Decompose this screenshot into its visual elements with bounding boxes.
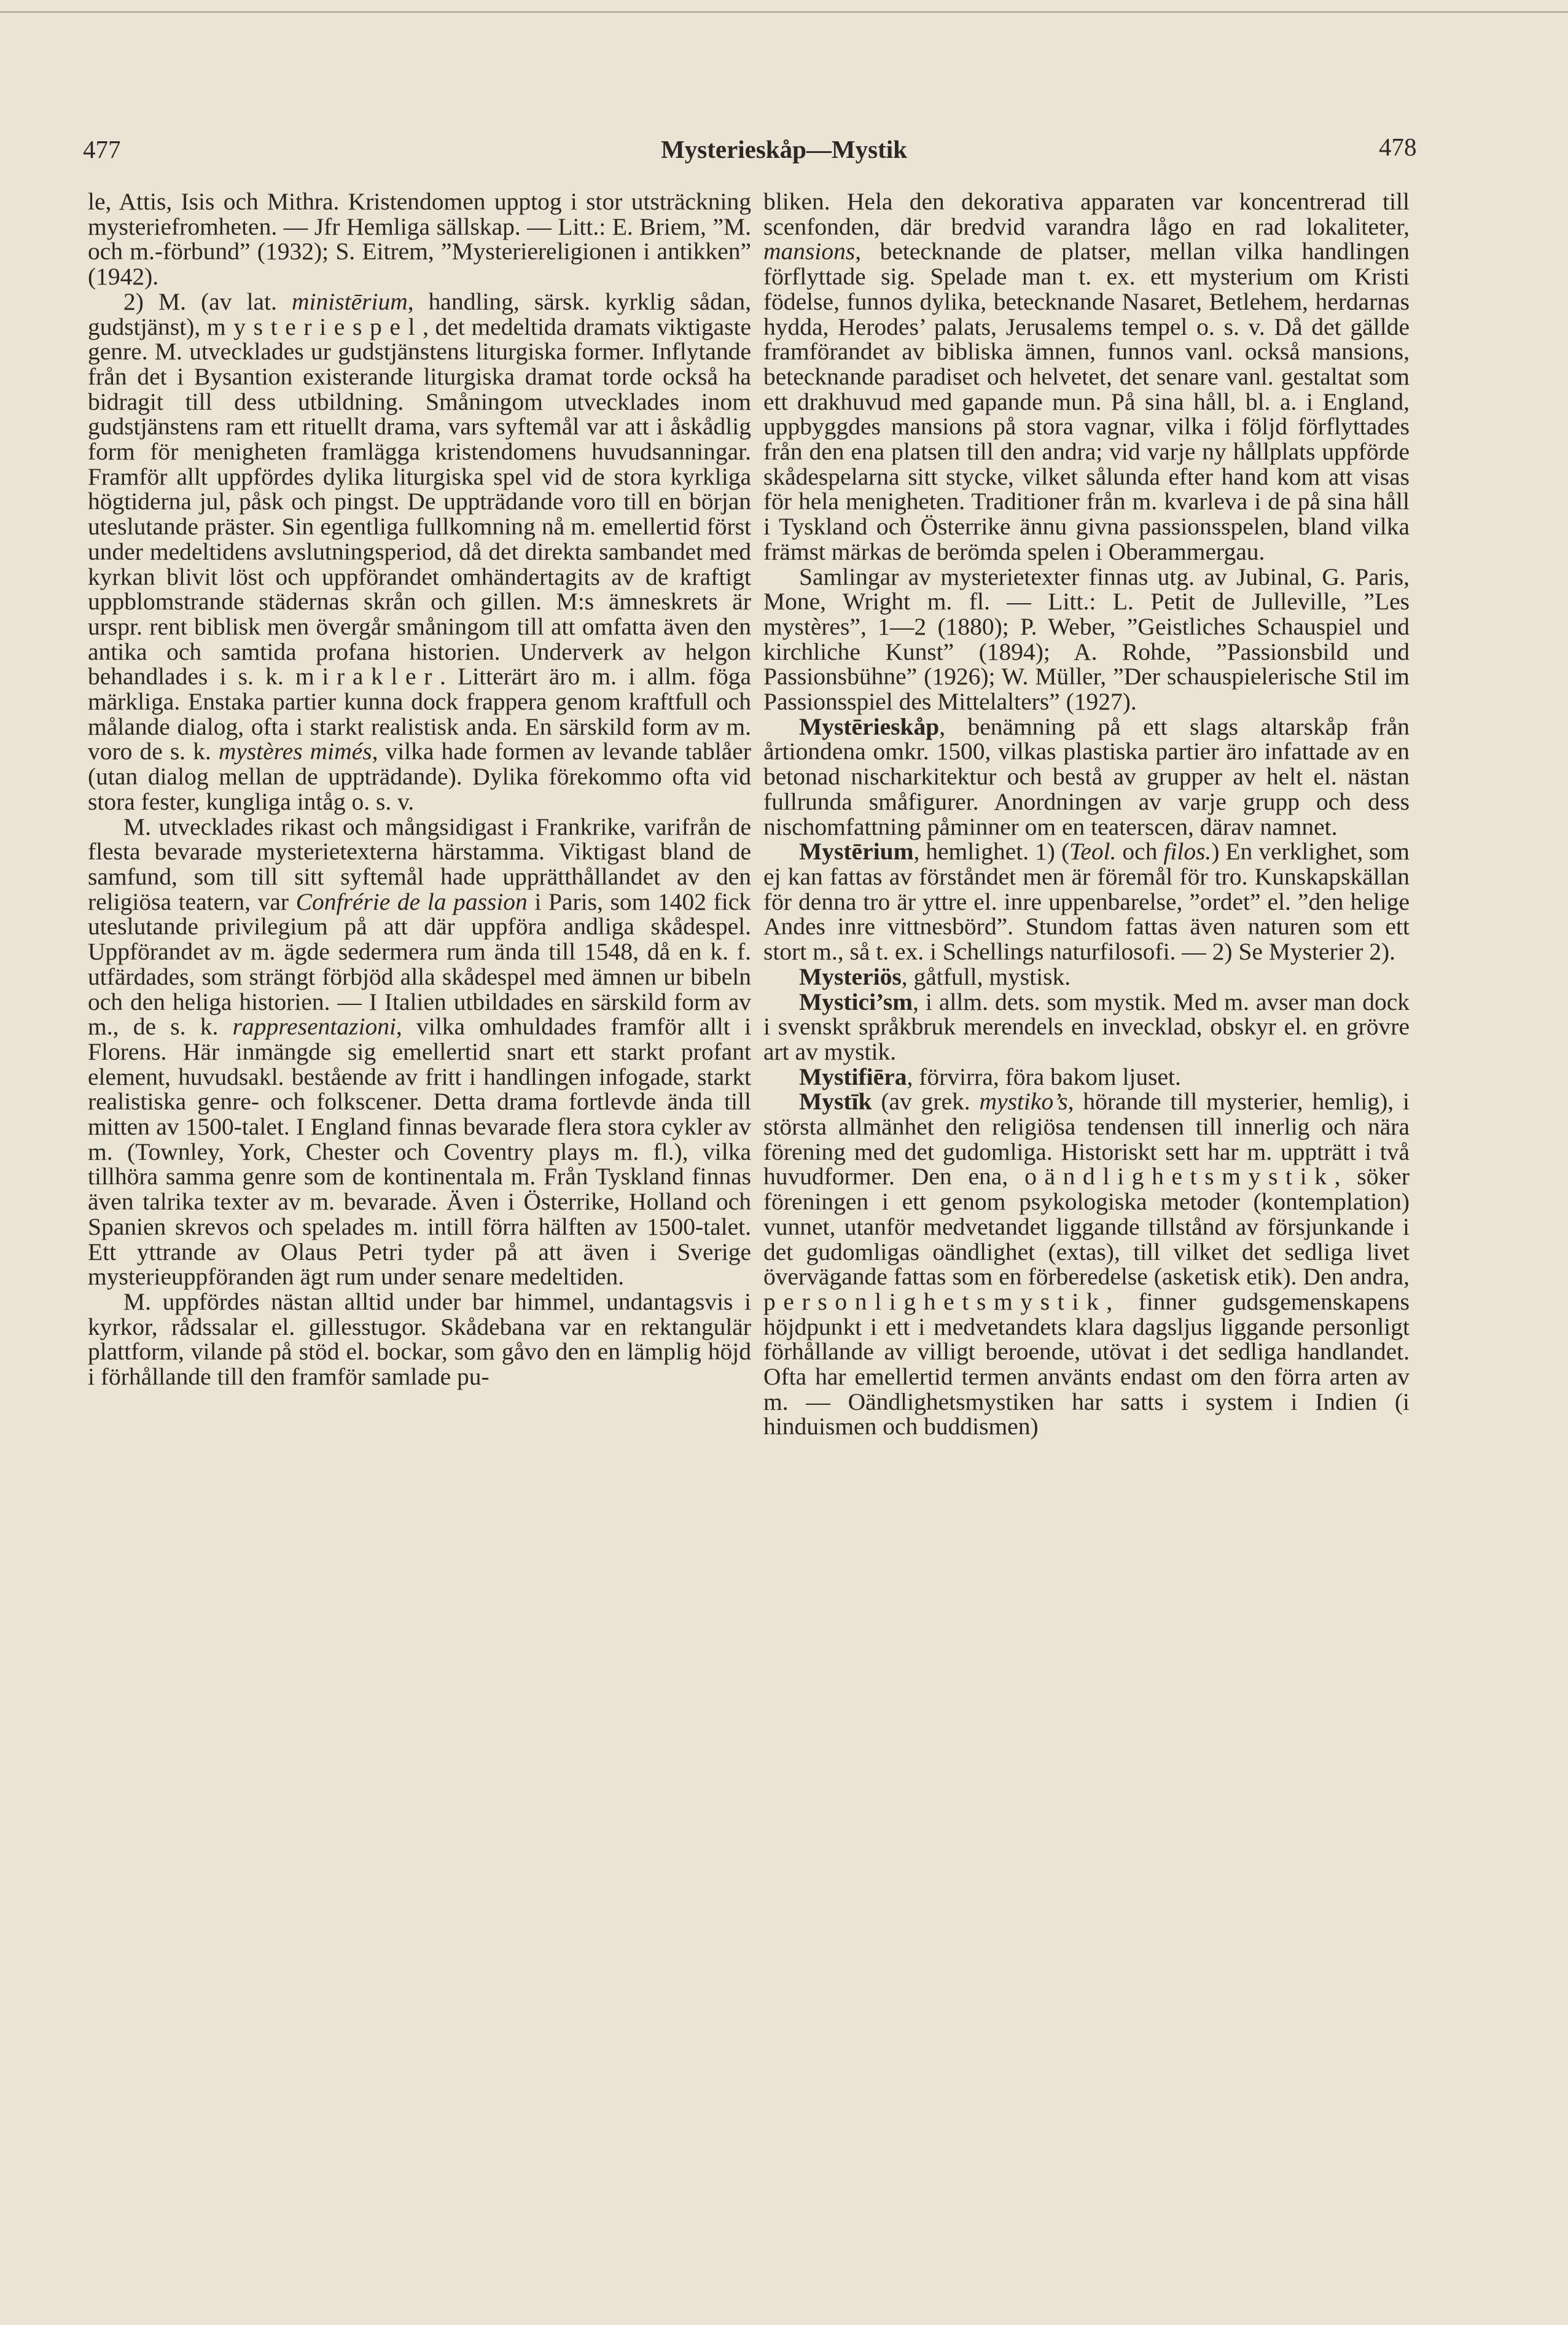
text-run: och [1116, 838, 1164, 866]
entry-mystik [763, 1089, 1410, 1439]
entry-text: , förvirra, föra bakom ljuset. [907, 1063, 1181, 1090]
paragraph-staging-cont [763, 189, 1410, 565]
text-run: bliken. Hela den dekorativa apparaten var koncentrerad till scenfonden, där bredvid varandra lågo en rad lokaliteter, [763, 188, 1410, 240]
text-run: , finner gudsgemenskapens höjdpunkt i ett i medvetandets klara dagsljus liggande personligt förhållande av villigt beroende, utövat i det sedliga handlandet. Ofta har emellertid termen använts endast om den förra arten av m. — Oändlighetsmystiken har satts i system i Indien (i hinduismen och buddismen) [763, 1288, 1410, 1440]
entry-lemma: Mystici’sm [799, 988, 913, 1015]
italic-term: filos. [1163, 838, 1212, 866]
entry-lemma: Mystīk [799, 1088, 872, 1116]
text-run: M. utvecklades rikast och mångsidigast i Frankrike, varifrån de flesta bevarade mysterietexterna härstamma. Viktigast bland de samfund, som till sitt syftemål hade upprätthållandet av den religiösa teatern, var [88, 813, 751, 915]
entry-mystifiera [763, 1065, 1410, 1090]
entry-lemma: Mystifiēra [799, 1063, 907, 1090]
spaced-term: mysteriespel [206, 313, 423, 340]
paragraph-staging: M. uppfördes nästan alltid under bar himmel, undantagsvis i kyrkor, rådssalar el. gillesstugor. Skådebana var en rektangulär plattform, vilande på stöd el. bockar, som gåvo den en lämplig höjd i förhållande till den framför samlade pu- [88, 1288, 751, 1391]
text-run: (av grek. [872, 1088, 980, 1116]
running-head: Mysterieskåp—Mystik [661, 135, 907, 163]
entry-text: , benämning på ett slags altarskåp från årtiondena omkr. 1500, vilkas plastiska partier äro infattade av en betonad nischarkitektur och bestå av grupper av helt el. nästan fullrunda småfigurer. Anordningen av varje grupp och dess nischomfattning påminner om en teaterscen, därav namnet. [763, 713, 1410, 840]
text-run: , det medeltida dramats viktigaste genre. M. utvecklades ur gudstjänstens liturgiska former. Inflytande från det i Bysantion existerande liturgiska dramat torde också ha bidragit till dess utbildning. Småningom utvecklades inom gudstjänstens ram ett rituellt drama, vars syftemål var att i åskådlig form för menigheten framlägga kristendomens huvudsanningar. Framför allt uppfördes dylika liturgiska spel vid de stora kyrkliga högtiderna jul, påsk och pingst. De uppträdande voro till en början uteslutande präster. Sin egentliga fullkomning nå m. emellertid först under medeltidens avslutningsperiod, då det direkta sambandet med kyrkan blivit löst och uppförandet omhändertagits av de kraftigt uppblomstrande städernas skrån och gillen. M:s ämneskrets är urspr. rent biblisk men övergår småningom till att omfatta även den antika och samtida profana historien. Underverk av helgon behandlades i s. k. [88, 313, 752, 690]
text-run: 2) M. (av lat. [123, 287, 292, 315]
page-top-rule [0, 11, 1568, 13]
entry-text: , i allm. dets. som mystik. Med m. avser man dock i svenskt språkbruk merendels en invecklad, obskyr el. en grövre art av mystik. [763, 988, 1410, 1065]
text-run: , handling, särsk. kyrklig sådan, gudstjänst), [88, 287, 751, 340]
entry-text: , gåtfull, mystisk. [901, 963, 1071, 990]
entry-lemma: Mystērieskåp [799, 713, 940, 740]
italic-term: mystères mimés [218, 738, 372, 765]
page-number-left: 477 [83, 135, 121, 163]
italic-term: Confrérie de la passion [295, 888, 528, 915]
spaced-term: oändlighetsmystik [1024, 1163, 1335, 1190]
text-run: , vilka hade formen av levande tablåer (utan dialog mellan de uppträdande). Dylika förekommo ofta vid stora fester, kungliga intåg o. s. v. [88, 738, 751, 815]
italic-term: ministērium [292, 287, 408, 315]
entry-lemma: Mystērium [799, 838, 914, 866]
italic-term: mansions [763, 238, 856, 265]
italic-term: Teol. [1069, 838, 1117, 866]
italic-term: rappresentazioni [232, 1013, 396, 1041]
page-number-right: 478 [1379, 133, 1417, 161]
paragraph-mysterier-1-end: le, Attis, Isis och Mithra. Kristendomen upptog i stor utsträckning mysteriefromheten. — Jfr Hemliga sällskap. — Litt.: E. Briem, ”M. och m.-förbund” (1932); S. Eitrem, ”Mysteriereligionen i antikken” (1942). [88, 188, 751, 291]
text-run: ) En verklighet, som ej kan fattas av förståndet men är föremål för tro. Kunskapskällan för denna tro är yttre el. inre uppenbarelse, ”ordet” el. ”den helige Andes inre vittnesbörd”. Stundom fattas även naturen som ett stort m., så t. ex. i Schellings naturfilosofi. — 2) Se Mysterier 2). [763, 838, 1410, 966]
paragraph-france-italy-england [88, 815, 751, 1289]
spaced-term: personlighetsmystik [763, 1288, 1107, 1315]
text-run: , söker föreningen i ett genom psykologiska metoder (kontemplation) vunnet, utanför medvetandet liggande tillstånd av försjunkande i det gudomligas oändlighet (extas), till vilket det sedliga livet övervägande fattas som en förberedelse (asketisk etik). Den andra, [763, 1163, 1410, 1291]
text-run: i Paris, som 1402 fick uteslutande privilegium på att där uppföra andliga skådespel. Uppförandet av m. ägde sedermera rum ända till 1548, då en k. f. utfärdades, som strängt förbjöd alla skådespel med ämnen ur bibeln och den heliga historien. — I Italien utbildades en särskild form av m., de s. k. [88, 888, 752, 1041]
text-run: , hemlighet. 1) ( [913, 838, 1070, 866]
paragraph-mysterier-2 [88, 289, 751, 815]
text-run: , betecknande de platser, mellan vilka handlingen förflyttade sig. Spelade man t. ex. ett mysterium om Kristi födelse, funnos dylika, betecknande Nasaret, Betlehem, herdarnas hydda, Herodes’ palats, Jerusalems tempel o. s. v. Då det gällde framförandet av bibliska ämnen, funnos vanl. också mansions, betecknande paradiset och helvetet, det senare vanl. gestaltat som ett drakhuvud med gapande mun. På sina håll, bl. a. i England, uppbyggdes mansions på stora vagnar, vilka i följd förflyttades från den ena platsen till den andra; vid varje ny hållplats uppförde skådespelarna sitt stycke, vilket sålunda efter hand kom att visas för hela menigheten. Traditioner från m. kvarleva i de på sina håll i Tyskland och Österrike ännu givna passionsspelen, bland vilka främst märkas de berömda spelen i Oberammergau. [763, 238, 1410, 565]
entry-mysterium [763, 839, 1410, 964]
entry-mysterios [763, 964, 1410, 990]
text-run: , vilka omhuldades framför allt i Florens. Här inmängde sig emellertid snart ett starkt profant element, huvudsakl. bestående av fritt i handlingen infogade, starkt realistiska genre- och folkscener. Detta drama fortlevde ända till mitten av 1500-talet. I England finnas bevarade flera stora cykler av m. (Townley, York, Chester och Coventry plays m. fl.), vilka tillhöra samma genre som de kontinentala m. Från Tyskland finnas även talrika texter av m. bevarade. Även i Österrike, Holland och Spanien skrevos och spelades m. intill förra hälften av 1500-talet. Ett yttrande av Olaus Petri tyder på att även i Sverige mysterieuppföranden ägt rum under senare medeltiden. [88, 1013, 751, 1291]
text-run: , hörande till mysterier, hemlig), i största allmänhet den religiösa tendensen till innerlig och nära förening med det gudomliga. Historiskt sett har m. uppträtt i två huvudformer. Den ena, [763, 1088, 1410, 1190]
right-column [763, 189, 1410, 1439]
entry-mysticism [763, 990, 1410, 1065]
text-run: . Litterärt äro m. i allm. föga märkliga. Enstaka partier kunna dock frappera genom kraftfull och målande dialog, ofta i starkt realistisk anda. En särskild form av m. voro de s. k. [88, 663, 751, 765]
left-column [88, 189, 751, 1389]
italic-term: mystiko’s [979, 1088, 1068, 1116]
spaced-term: mirakler [295, 663, 440, 690]
entry-mysterieskap [763, 714, 1410, 840]
paragraph-literature: Samlingar av mysterietexter finnas utg. av Jubinal, G. Paris, Mone, Wright m. fl. — Litt.: L. Petit de Julleville, ”Les mystères”, 1—2 (1880); P. Weber, ”Geistliches Schauspiel und kirchliche Kunst” (1894); A. Rohde, ”Passionsbild und Passionsbühne” (1926); W. Müller, ”Der schauspielerische Stil im Passionsspiel des Mittelalters” (1927). [763, 563, 1410, 716]
entry-lemma: Mysteriös [799, 963, 902, 990]
